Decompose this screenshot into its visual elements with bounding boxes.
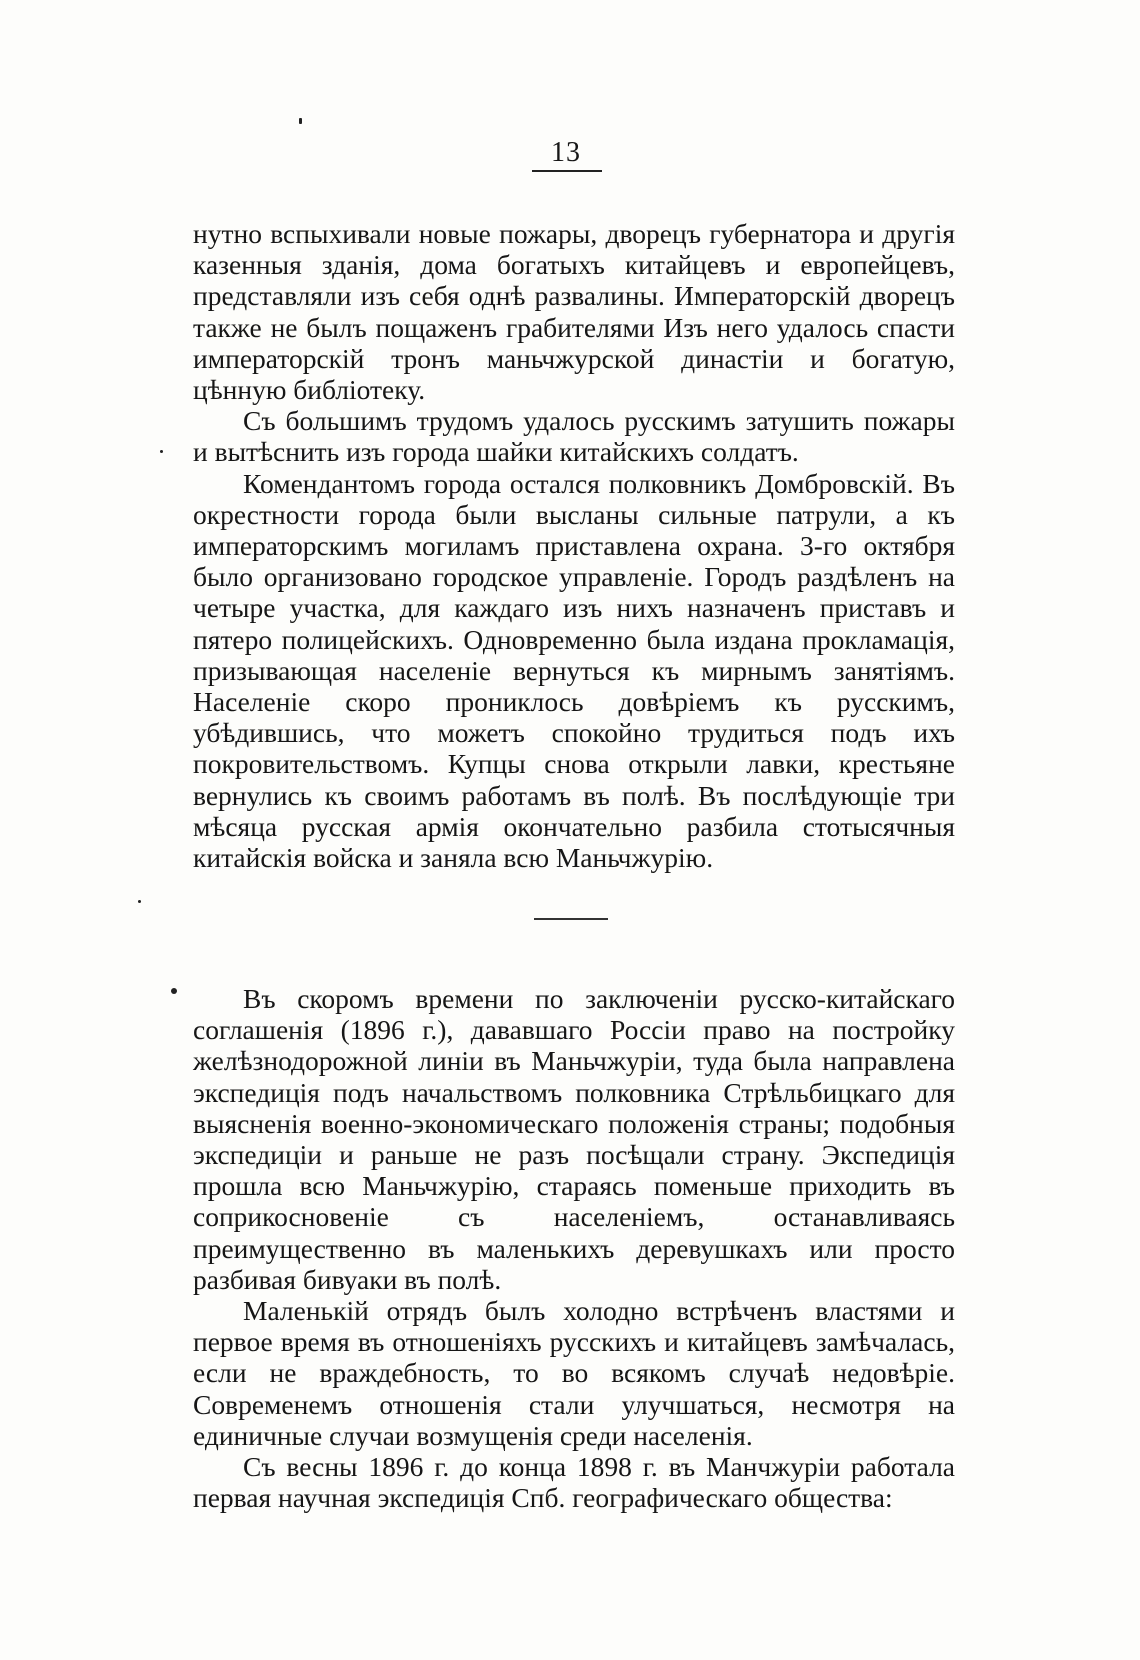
paragraph-small-detachment: Маленькій отрядъ былъ холодно встрѣченъ властями и первое время въ отношеніяхъ русскихъ и китайцевъ замѣчалась, если не враждебность, то во всякомъ случаѣ недовѣріе. Современемъ отношенія стали улучшаться, несмотря на единичные случаи возмущенія среди населенія. [193,1295,955,1451]
paragraph-palace-fires: нутно вспыхивали новые пожары, дворецъ губернатора и другія казенныя зданія, дома богатыхъ китайцевъ и европейцевъ, представляли изъ себя однѣ развалины. Императорскій дворецъ также не былъ пощаженъ грабителями Изъ него удалось спасти императорскій тронъ маньчжурской династіи и богатую, цѣнную библіотеку. [193,218,955,406]
paragraph-extinguish-fires: Съ большимъ трудомъ удалось русскимъ затушить пожары и вытѣснить изъ города шайки китайскихъ солдатъ. [193,405,955,468]
margin-speck [160,450,163,453]
page-number: 13 [551,137,581,168]
text-block-top [193,218,955,873]
paragraph-expedition: Въ скоромъ времени по заключеніи русско-китайскаго соглашенія (1896 г.), дававшаго Россіи право на постройку желѣзнодорожной линіи въ Маньчжуріи, туда была направлена экспедиція подъ начальствомъ полковника Стрѣльбицкаго для выясненія военно-экономическаго положенія страны; подобныя экспедиціи и раньше не разъ посѣщали страну. Экспедиція прошла всю Маньчжурію, стараясь поменьше приходить въ соприкосновеніе съ населеніемъ, останавливаясь преимущественно въ маленькихъ деревушкахъ или просто разбивая бивуаки въ полѣ. [193,983,955,1295]
margin-speck [171,988,177,994]
section-separator [534,918,608,920]
paragraph-commandant: Комендантомъ города остался полковникъ Домбровскій. Въ окрестности города были высланы сильные патрули, а къ императорскимъ могиламъ приставлена охрана. 3-го октября было организовано городское управленіе. Городъ раздѣленъ на четыре участка, для каждаго изъ нихъ назначенъ приставъ и пятеро полицейскихъ. Одновременно была издана прокламація, призывающая населеніе вернуться къ мирнымъ занятіямъ. Населеніе скоро прониклось довѣріемъ къ русскимъ, убѣдившись, что можетъ спокойно трудиться подъ ихъ покровительствомъ. Купцы снова открыли лавки, крестьяне вернулись къ своимъ работамъ въ полѣ. Въ послѣдующіе три мѣсяца русская армія окончательно разбила стотысячныя китайскія войска и заняла всю Маньчжурію. [193,467,955,874]
page-number-underline [532,170,602,172]
text-block-bottom [193,983,955,1513]
margin-speck [138,900,141,903]
paragraph-scientific-expedition: Съ весны 1896 г. до конца 1898 г. въ Манчжуріи работала первая научная экспедиція Спб. географическаго общества: [193,1451,955,1514]
margin-speck [299,118,302,124]
